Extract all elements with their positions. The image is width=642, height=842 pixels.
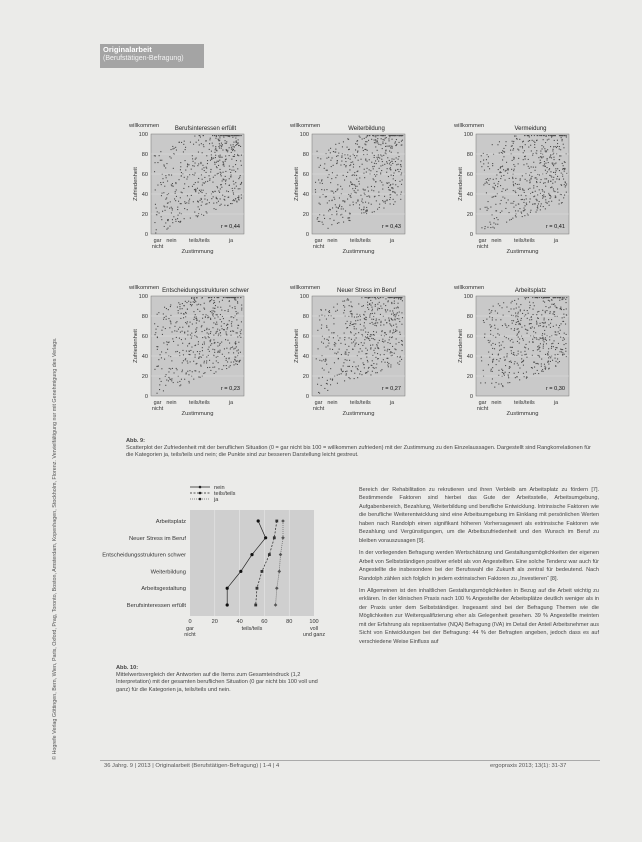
- article-body: [359, 486, 599, 646]
- x-scale-word: gar: [186, 626, 194, 632]
- footer-journal: ergopraxis 2013; 13(1): 31-37: [490, 763, 567, 769]
- y-axis-label: Zufriedenheit: [133, 329, 139, 363]
- y-tick-label: 40: [302, 192, 309, 198]
- series-point: [264, 536, 267, 539]
- legend-marker: [199, 498, 202, 501]
- correlation-label: r = 0,30: [545, 386, 565, 392]
- y-tick-label: 0: [305, 394, 309, 400]
- x-scale-word: voll: [309, 626, 319, 632]
- panel-title: Vermeidung: [514, 126, 547, 132]
- x-tick-label: nicht: [151, 244, 164, 250]
- y-tick-label: 100: [463, 294, 473, 300]
- x-tick-label: 80: [286, 619, 293, 625]
- x-axis-label: Zustimmung: [181, 249, 214, 255]
- y-unit-label: willkommen: [290, 123, 321, 129]
- x-axis-label: Zustimmung: [342, 411, 375, 417]
- dot-line-chart: [102, 485, 325, 638]
- y-unit-label: willkommen: [129, 285, 160, 291]
- category-label: Berufsinteressen erfüllt: [126, 603, 186, 609]
- section-subtitle: (Berufstätigen-Befragung): [103, 55, 184, 62]
- legend-marker: [199, 492, 202, 495]
- y-tick-label: 80: [466, 314, 473, 320]
- correlation-label: r = 0,23: [220, 386, 240, 392]
- x-tick-label: ja: [389, 238, 395, 244]
- x-tick-label: nicht: [476, 406, 489, 412]
- x-tick-label: teils/teils: [514, 400, 535, 406]
- y-axis-label: Zufriedenheit: [294, 329, 300, 363]
- legend-entry: [190, 497, 219, 503]
- body-paragraph: In der vorliegenden Befragung werden Wertschätzung und Gestaltungsmöglichkeiten der eigenen Arbeit von Selbstständigen positiver erlebt als von Angestellten. Eine solche Tendenz war auch für Angestellte die insbesondere bei der Berufswahl die Zukunft als zentral für bedeutend. Nach Randolph zählen sich folglich in jedem extrinsischen Faktoren zu „Investieren“ [8].: [359, 550, 599, 582]
- y-tick-label: 0: [469, 232, 473, 238]
- x-tick-label: nicht: [312, 406, 325, 412]
- y-tick-label: 100: [299, 294, 309, 300]
- x-tick-label: nicht: [151, 406, 164, 412]
- panel-title: Weiterbildung: [348, 126, 385, 132]
- x-tick-label: nein: [166, 400, 177, 406]
- y-tick-label: 60: [466, 334, 473, 340]
- correlation-label: r = 0,44: [220, 224, 240, 230]
- y-tick-label: 0: [144, 232, 148, 238]
- x-tick-label: teils/teils: [189, 400, 210, 406]
- panel-title: Arbeitsplatz: [514, 288, 547, 294]
- y-axis-label: Zufriedenheit: [458, 167, 464, 201]
- series-point: [257, 519, 260, 522]
- x-tick-label: nein: [491, 400, 502, 406]
- category-label: Entscheidungsstrukturen schwer: [102, 552, 186, 559]
- figure-9-caption: [126, 438, 596, 460]
- x-axis-label: Zustimmung: [181, 411, 214, 417]
- x-tick-label: gar: [153, 400, 162, 406]
- x-tick-label: ja: [228, 400, 234, 406]
- y-tick-label: 60: [302, 334, 309, 340]
- x-tick-label: gar: [314, 238, 323, 244]
- y-tick-label: 60: [141, 334, 148, 340]
- y-tick-label: 80: [141, 314, 148, 320]
- series-point: [250, 553, 253, 556]
- x-tick-label: nicht: [476, 244, 489, 250]
- x-tick-label: gar: [153, 238, 162, 244]
- section-title: Originalarbeit: [103, 45, 152, 54]
- x-tick-label: nein: [491, 238, 502, 244]
- correlation-label: r = 0,27: [381, 386, 401, 392]
- x-tick-label: 0: [188, 619, 192, 625]
- y-axis-label: Zufriedenheit: [458, 329, 464, 363]
- y-tick-label: 20: [302, 212, 309, 218]
- y-tick-label: 100: [138, 132, 148, 138]
- x-tick-label: 100: [309, 619, 319, 625]
- y-tick-label: 0: [469, 394, 473, 400]
- footer-divider: [100, 760, 600, 761]
- x-tick-label: 40: [236, 619, 243, 625]
- x-tick-label: 20: [211, 619, 218, 625]
- y-tick-label: 100: [138, 294, 148, 300]
- y-tick-label: 100: [299, 132, 309, 138]
- y-unit-label: willkommen: [290, 285, 321, 291]
- legend-marker: [199, 486, 202, 489]
- x-scale-word: nicht: [184, 632, 196, 638]
- correlation-label: r = 0,41: [545, 224, 565, 230]
- series-point: [239, 570, 242, 573]
- x-tick-label: teils/teils: [189, 238, 210, 244]
- y-tick-label: 20: [466, 212, 473, 218]
- y-tick-label: 0: [144, 394, 148, 400]
- y-unit-label: willkommen: [129, 123, 160, 129]
- x-tick-label: 60: [261, 619, 268, 625]
- x-tick-label: ja: [553, 400, 559, 406]
- correlation-label: r = 0,43: [381, 224, 401, 230]
- legend-label: nein: [214, 485, 225, 491]
- y-tick-label: 40: [141, 192, 148, 198]
- y-tick-label: 40: [302, 354, 309, 360]
- series-point: [275, 520, 278, 523]
- legend-entry: [190, 491, 236, 497]
- x-tick-label: ja: [553, 238, 559, 244]
- x-scale-word: und ganz: [302, 632, 326, 638]
- y-unit-label: willkommen: [454, 285, 485, 291]
- category-label: Neuer Stress im Beruf: [128, 535, 186, 542]
- y-tick-label: 20: [466, 374, 473, 380]
- panel-title: Berufsinteressen erfüllt: [174, 126, 237, 132]
- x-tick-label: ja: [389, 400, 395, 406]
- series-point: [254, 604, 257, 607]
- y-tick-label: 40: [466, 354, 473, 360]
- category-label: Arbeitsgestaltung: [141, 586, 186, 593]
- y-tick-label: 40: [141, 354, 148, 360]
- x-axis-label: Zustimmung: [342, 249, 375, 255]
- y-tick-label: 100: [463, 132, 473, 138]
- category-label: Weiterbildung: [150, 569, 186, 576]
- figure-9-caption-text: Scatterplot der Zufriedenheit mit der beruflichen Situation (0 = gar nicht bis 100 = willkommen zufrieden) mit der Zustimmung zu den Einzelaussagen. Dargestellt sind Rangkorrelationen für die Kategorien ja, teils/teils und nein; die Punkte sind zur besseren Darstellung leicht gestreut.: [126, 445, 591, 459]
- x-tick-label: gar: [314, 400, 323, 406]
- y-tick-label: 80: [466, 152, 473, 158]
- figure-10-caption-label: Abb. 10:: [116, 665, 139, 671]
- x-tick-label: nein: [327, 238, 338, 244]
- x-tick-label: nein: [166, 238, 177, 244]
- body-paragraph: Bereich der Rehabilitation zu rekrutieren und ihren Verbleib am Arbeitsplatz zu fördern [7]. Bestimmende Faktoren sind hierbei das Gute der Arbeitsstelle, Arbeitsumgebung, Aufgabenbereich, Bezahlung, Weiterbildung und berufliche Entwicklung. Intrinsische Faktoren wie die berufliche Weiterentwicklung sind eine Arbeitsumgebung im Einklang mit persönlichen Werten haben nach Randolph einen signifikant höheren Vorhersagewert als extrinsische Faktoren wie Bezahlung und Vergünstigungen, um die Arbeitszufriedenheit und den Wunsch im Beruf zu bleiben vorauszusagen [9].: [359, 487, 599, 544]
- y-tick-label: 40: [466, 192, 473, 198]
- series-point: [226, 603, 229, 606]
- y-tick-label: 60: [141, 172, 148, 178]
- series-point: [226, 587, 229, 590]
- x-tick-label: ja: [228, 238, 234, 244]
- series-point: [261, 570, 264, 573]
- y-tick-label: 0: [305, 232, 309, 238]
- footer-citation: 36 Jahrg. 9 | 2013 | Originalarbeit (Berufstätigen-Befragung) | 1-4 | 4: [104, 763, 280, 769]
- copyright-side-note: © Hogrefe Verlag Göttingen, Bern, Wien, Paris, Oxford, Prag, Toronto, Boston, Amsterdam, Kopenhagen, Stockholm, Florenz. Vervielfältigung nur mit Genehmigung des Verlags.: [52, 337, 58, 760]
- y-tick-label: 60: [466, 172, 473, 178]
- y-tick-label: 60: [302, 172, 309, 178]
- x-tick-label: gar: [478, 238, 487, 244]
- y-tick-label: 20: [141, 212, 148, 218]
- x-axis-label: Zustimmung: [506, 249, 539, 255]
- panel-title: Neuer Stress im Beruf: [336, 288, 397, 294]
- x-tick-label: nicht: [312, 244, 325, 250]
- series-point: [256, 587, 259, 590]
- x-axis-label: Zustimmung: [506, 411, 539, 417]
- category-label: Arbeitsplatz: [155, 519, 186, 525]
- legend-label: teils/teils: [214, 491, 236, 497]
- body-paragraph: Im Allgemeinen ist den inhaltlichen Gestaltungsmöglichkeiten in Bezug auf die Arbeit wichtig zu erklären. In der klinischen Praxis nach 100 % Angestellte der Arbeitsplätze deutlich weniger als in der Praxis unter dem Selbstständiger. Insgesamt sind bei der Befragung Themen wie die Möglichkeiten zur Weiterqualifizierung eher als Gelegenheit gesehen. 39 % Angestellte meinten mit der Erfahrung als repräsentative (NQA) Befragung (IVA) im Detail der Anteil Arbeitsnehmer aus Sicht von Entwicklungen bei der Befragung: 44 % der Befragten angeben, jedoch dass es auf verschiedene Weise Einfluss auf: [359, 587, 599, 645]
- x-tick-label: teils/teils: [350, 238, 371, 244]
- x-tick-label: nein: [327, 400, 338, 406]
- panel-title: Entscheidungsstrukturen schwer: [162, 288, 249, 294]
- figure-10-caption: [116, 665, 331, 694]
- y-tick-label: 80: [302, 152, 309, 158]
- y-tick-label: 20: [302, 374, 309, 380]
- series-point: [268, 553, 271, 556]
- x-tick-label: teils/teils: [350, 400, 371, 406]
- plot-area: [190, 510, 314, 616]
- x-tick-label: teils/teils: [514, 238, 535, 244]
- x-scale-word: teils/teils: [241, 626, 263, 632]
- y-unit-label: willkommen: [454, 123, 485, 129]
- y-tick-label: 80: [141, 152, 148, 158]
- figure-10-caption-text: Mittelwertsvergleich der Antworten auf die Items zum Gesamteindruck (1,2 Interpretation) mit der gesamten beruflichen Situation (0 gar nicht bis 100 voll und ganz) für die Kategorien ja, teils/teils und nein.: [116, 672, 318, 693]
- y-axis-label: Zufriedenheit: [133, 167, 139, 201]
- legend-label: ja: [214, 497, 219, 503]
- y-axis-label: Zufriedenheit: [294, 167, 300, 201]
- figure-9-caption-label: Abb. 9:: [126, 438, 145, 444]
- series-point: [273, 536, 276, 539]
- y-tick-label: 20: [141, 374, 148, 380]
- x-tick-label: gar: [478, 400, 487, 406]
- y-tick-label: 80: [302, 314, 309, 320]
